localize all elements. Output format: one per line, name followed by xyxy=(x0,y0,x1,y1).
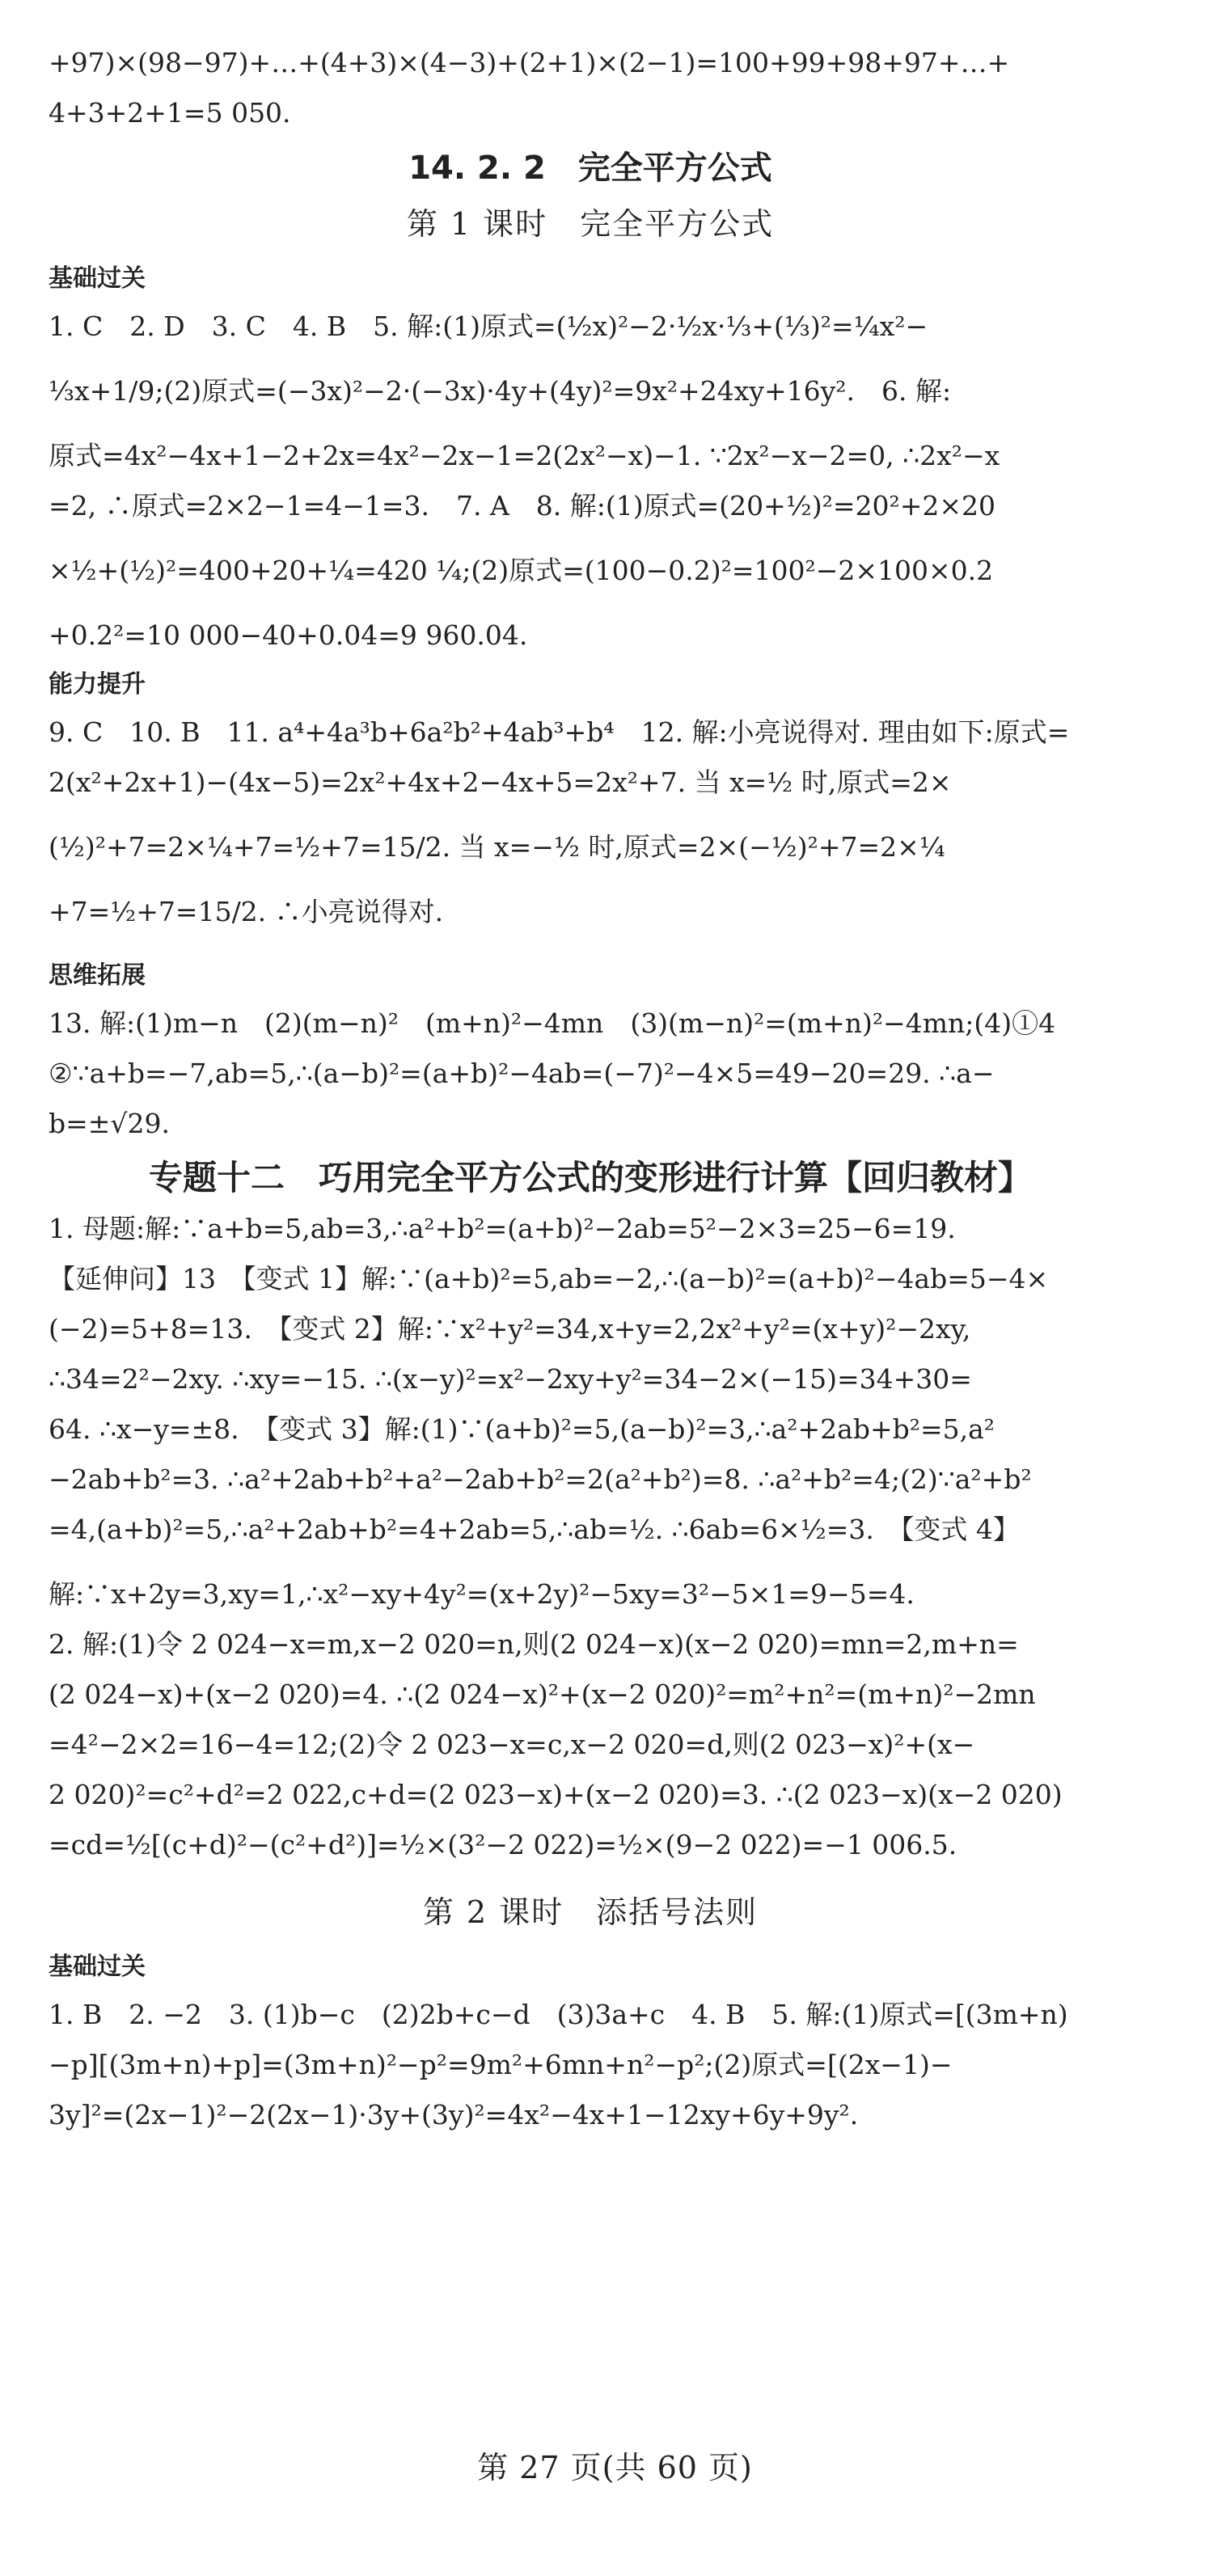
text-line: ②∵a+b=−7,ab=5,∴(a−b)²=(a+b)²−4ab=(−7)²−4×5=49−20=29. ∴a− xyxy=(49,1058,995,1089)
text-line: =cd=½[(c+d)²−(c²+d²)]=½×(3²−2 022)=½×(9−2 022)=−1 006.5. xyxy=(49,1829,957,1860)
subheading-basic: 基础过关 xyxy=(49,1953,146,1981)
text-line: ⅓x+1/9;(2)原式=(−3x)²−2·(−3x)·4y+(4y)²=9x²+24xy+16y². 6. 解: xyxy=(49,375,952,407)
text-line: 13. 解:(1)m−n (2)(m−n)² (m+n)²−4mn (3)(m−n)²=(m+n)²−4mn;(4)①4 xyxy=(49,1007,1056,1039)
text-line: (−2)=5+8=13. 【变式 2】解:∵x²+y²=34,x+y=2,2x²+y²=(x+y)²−2xy, xyxy=(49,1313,971,1345)
text-line: 3y]²=(2x−1)²−2(2x−1)·3y+(3y)²=4x²−4x+1−12xy+6y+9y². xyxy=(49,2099,859,2130)
text-line: 64. ∴x−y=±8. 【变式 3】解:(1)∵(a+b)²=5,(a−b)²=3,∴a²+2ab+b²=5,a² xyxy=(49,1413,995,1445)
text-line: b=±√29. xyxy=(49,1108,170,1139)
text-line: 【延伸问】13 【变式 1】解:∵(a+b)²=5,ab=−2,∴(a−b)²=(a+b)²−4ab=5−4× xyxy=(49,1263,1049,1294)
text-line: ×½+(½)²=400+20+¼=420 ¼;(2)原式=(100−0.2)²=100²−2×100×0.2 xyxy=(49,555,994,586)
text-line: =4²−2×2=16−4=12;(2)令 2 023−x=c,x−2 020=d,则(2 023−x)²+(x− xyxy=(49,1729,975,1760)
text-line: =2, ∴原式=2×2−1=4−1=3. 7. A 8. 解:(1)原式=(20+½)²=20²+2×20 xyxy=(49,490,996,522)
text-line: ∴34=2²−2xy. ∴xy=−15. ∴(x−y)²=x²−2xy+y²=34−2×(−15)=34+30= xyxy=(49,1363,972,1395)
text-line: 4+3+2+1=5 050. xyxy=(49,97,291,129)
page-footer: 第 27 页(共 60 页) xyxy=(477,2450,753,2485)
section-title: 14. 2. 2 完全平方公式 xyxy=(408,150,772,187)
subheading-thinking: 思维拓展 xyxy=(49,961,146,990)
text-line: −p][(3m+n)+p]=(3m+n)²−p²=9m²+6mn+n²−p²;(2)原式=[(2x−1)− xyxy=(49,2049,953,2080)
text-line: =4,(a+b)²=5,∴a²+2ab+b²=4+2ab=5,∴ab=½. ∴6ab=6×½=3. 【变式 4】 xyxy=(49,1514,1020,1545)
text-line: 原式=4x²−4x+1−2+2x=4x²−2x−1=2(2x²−x)−1. ∵2x²−x−2=0, ∴2x²−x xyxy=(49,440,1000,471)
text-line: (2 024−x)+(x−2 020)=4. ∴(2 024−x)²+(x−2 020)²=m²+n²=(m+n)²−2mn xyxy=(49,1679,1036,1710)
subheading-ability: 能力提升 xyxy=(49,670,146,699)
text-line: +97)×(98−97)+…+(4+3)×(4−3)+(2+1)×(2−1)=100+99+98+97+…+ xyxy=(49,47,1010,78)
text-line: 1. C 2. D 3. C 4. B 5. 解:(1)原式=(½x)²−2·½x·⅓+(⅓)²=¼x²− xyxy=(49,310,928,342)
text-line: 2. 解:(1)令 2 024−x=m,x−2 020=n,则(2 024−x)(x−2 020)=mn=2,m+n= xyxy=(49,1628,1019,1660)
text-line: 解:∵x+2y=3,xy=1,∴x²−xy+4y²=(x+2y)²−5xy=3²−5×1=9−5=4. xyxy=(49,1578,915,1610)
text-line: 2(x²+2x+1)−(4x−5)=2x²+4x+2−4x+5=2x²+7. 当 x=½ 时,原式=2× xyxy=(49,766,952,798)
text-line: 2 020)²=c²+d²=2 022,c+d=(2 023−x)+(x−2 020)=3. ∴(2 023−x)(x−2 020) xyxy=(49,1779,1063,1810)
text-line: (½)²+7=2×¼+7=½+7=15/2. 当 x=−½ 时,原式=2×(−½)²+7=2×¼ xyxy=(49,831,945,863)
subheading-basic: 基础过关 xyxy=(49,264,146,293)
answer-page xyxy=(49,47,1132,2149)
text-line: +7=½+7=15/2. ∴小亮说得对. xyxy=(49,896,444,927)
topic-title: 专题十二 巧用完全平方公式的变形进行计算【回归教材】 xyxy=(148,1158,1032,1197)
text-line: 9. C 10. B 11. a⁴+4a³b+6a²b²+4ab³+b⁴ 12. 解:小亮说得对. 理由如下:原式= xyxy=(49,716,1070,748)
lesson-title: 第 2 课时 添括号法则 xyxy=(422,1894,759,1930)
text-line: −2ab+b²=3. ∴a²+2ab+b²+a²−2ab+b²=2(a²+b²)=8. ∴a²+b²=4;(2)∵a²+b² xyxy=(49,1463,1032,1495)
text-line: +0.2²=10 000−40+0.04=9 960.04. xyxy=(49,619,528,651)
text-line: 1. 母题:解:∵a+b=5,ab=3,∴a²+b²=(a+b)²−2ab=5²−2×3=25−6=19. xyxy=(49,1213,956,1244)
text-line: 1. B 2. −2 3. (1)b−c (2)2b+c−d (3)3a+c 4. B 5. 解:(1)原式=[(3m+n) xyxy=(49,1999,1068,2030)
lesson-title: 第 1 课时 完全平方公式 xyxy=(406,206,775,242)
